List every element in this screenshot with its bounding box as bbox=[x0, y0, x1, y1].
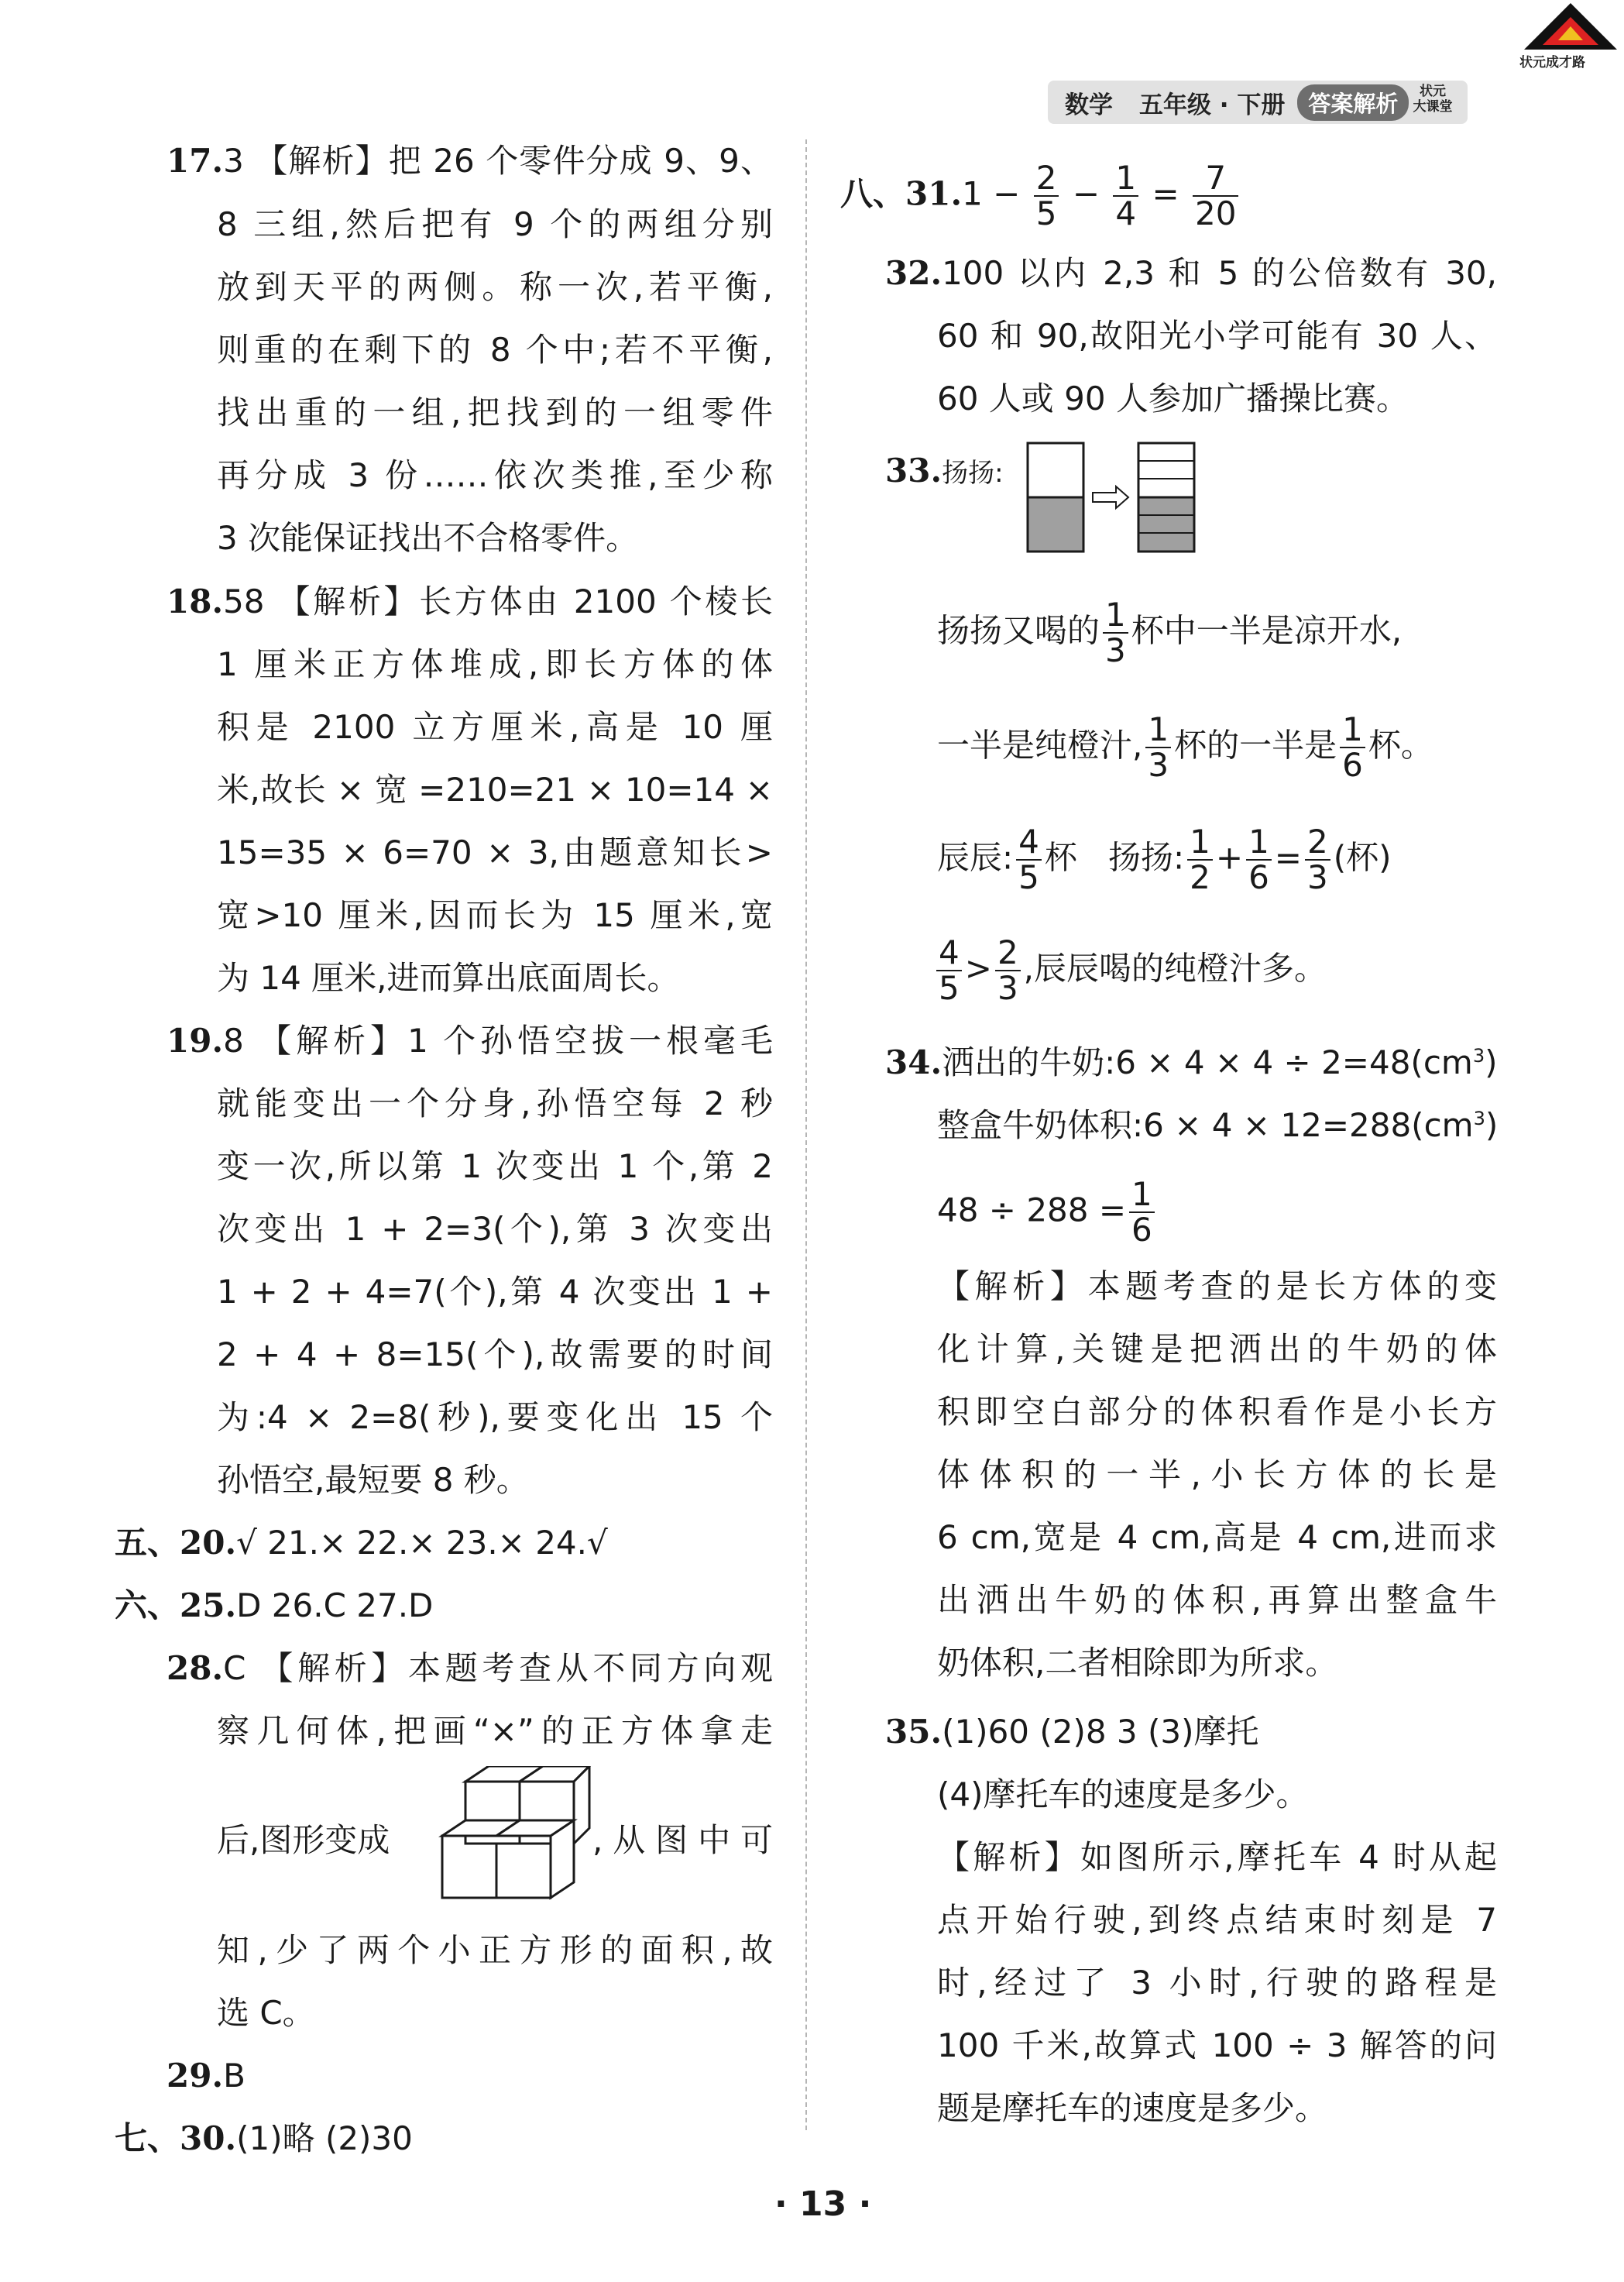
left-text-line: 变一次,所以第 1 次变出 1 个,第 2 bbox=[217, 1147, 773, 1185]
left-text-line: 8 三组,然后把有 9 个的两组分别 bbox=[217, 205, 773, 243]
explanation-line: 奶体积,二者相除即为所求。 bbox=[937, 1644, 1338, 1682]
q33-line-2: 一半是纯橙汁, $\frac{1}{3}$ 杯的一半是 $\frac{1}{6}$ 杯。 bbox=[937, 710, 1433, 785]
left-text-line: 为 14 厘米,进而算出底面周长。 bbox=[217, 959, 680, 997]
left-text-line: 找出重的一组,把找到的一组零件 bbox=[217, 394, 773, 431]
left-text-line: 19.8 【解析】1 个孙悟空拔一根毫毛 bbox=[167, 1022, 773, 1060]
q32-line-2: 60 和 90,故阳光小学可能有 30 人、 bbox=[937, 317, 1497, 355]
left-text-line: 放到天平的两侧。称一次,若平衡, bbox=[217, 268, 773, 306]
fraction: $\frac{2}{5}$ bbox=[1034, 161, 1059, 231]
explanation-line: 100 千米,故算式 100 ÷ 3 解答的问 bbox=[937, 2026, 1497, 2064]
header-grade: 五年级 · 下册 bbox=[1139, 91, 1286, 119]
left-text-line: 就能变出一个分身,孙悟空每 2 秒 bbox=[217, 1084, 773, 1122]
q33-label: 33.扬扬: bbox=[885, 452, 1004, 490]
left-text-line: 知,少了两个小正方形的面积,故 bbox=[217, 1931, 773, 1969]
brand-logo-text: 状元成才路 bbox=[1519, 55, 1585, 70]
explanation-line: 6 cm,宽是 4 cm,高是 4 cm,进而求 bbox=[937, 1518, 1497, 1556]
left-text-line: 后,图形变成 bbox=[217, 1821, 390, 1859]
left-text-line: 15=35 × 6=70 × 3,由题意知长> bbox=[217, 833, 773, 871]
left-text-line: 孙悟空,最短要 8 秒。 bbox=[217, 1461, 529, 1499]
left-text-line: 察几何体,把画“×”的正方体拿走 bbox=[217, 1712, 773, 1750]
fraction: $\frac{7}{20}$ bbox=[1193, 161, 1238, 231]
q33-line-3: 辰辰: $\frac{4}{5}$ 杯 扬扬: $\frac{1}{2}$ + $\frac{1}{6}$ = $\frac{2}{3}$ (杯) bbox=[937, 823, 1392, 897]
q32-line-1: 32.100 以内 2,3 和 5 的公倍数有 30, bbox=[885, 254, 1497, 292]
q35-line-1: 35.(1)60 (2)8 3 (3)摩托 bbox=[885, 1713, 1259, 1751]
explanation-line: 点开始行驶,到终点结束时刻是 7 bbox=[937, 1901, 1497, 1939]
left-text-line: 为:4 × 2=8(秒),要变化出 15 个 bbox=[217, 1398, 773, 1436]
left-text-line: 29.B bbox=[167, 2057, 245, 2095]
q34-line-1: 34.洒出的牛奶:6 × $4 \times 4 \div 2=48(cm^3)$ bbox=[885, 1043, 1498, 1081]
left-text-line: 宽>10 厘米,因而长为 15 厘米,宽 bbox=[217, 896, 773, 934]
page-number: · 13 · bbox=[774, 2184, 872, 2224]
left-text-line: 2 + 4 + 8=15(个),故需要的时间 bbox=[217, 1335, 773, 1373]
left-text-line: 则重的在剩下的 8 个中;若不平衡, bbox=[217, 331, 773, 369]
left-text-line: 七、30.(1)略 (2)30 bbox=[115, 2119, 413, 2157]
left-text-line: 28.C 【解析】本题考查从不同方向观 bbox=[167, 1649, 773, 1687]
q34-line-2: 整盒牛奶体积:6 × $4 \times 12=288(cm^3)$ bbox=[937, 1106, 1499, 1144]
explanation-line: 题是摩托车的速度是多少。 bbox=[937, 2089, 1328, 2127]
header-tag: 答案解析 bbox=[1297, 84, 1409, 121]
explanation-line: 积即空白部分的体积看作是小长方 bbox=[937, 1393, 1497, 1431]
explanation-line: 体体积的一半,小长方体的长是 bbox=[937, 1455, 1497, 1493]
cup-diagram bbox=[1026, 442, 1212, 558]
left-text-line: 积是 2100 立方厘米,高是 10 厘 bbox=[217, 708, 773, 746]
left-text-line: ,从图中可 bbox=[592, 1821, 773, 1859]
q33-line-4: $\frac{4}{5}$ > $\frac{2}{3}$ ,辰辰喝的纯橙汁多。 bbox=[933, 936, 1327, 1005]
left-text-line: 六、25.D 26.C 27.D bbox=[115, 1586, 434, 1624]
fraction: $\frac{1}{4}$ bbox=[1113, 161, 1138, 231]
page-header bbox=[1048, 81, 1468, 124]
explanation-line: 出洒出牛奶的体积,再算出整盒牛 bbox=[937, 1581, 1497, 1619]
q35-line-2: (4)摩托车的速度是多少。 bbox=[937, 1775, 1309, 1813]
left-text-line: 3 次能保证找出不合格零件。 bbox=[217, 519, 639, 557]
explanation-line: 【解析】本题考查的是长方体的变 bbox=[937, 1267, 1497, 1305]
left-text-line: 次变出 1 + 2=3(个),第 3 次变出 bbox=[217, 1210, 773, 1248]
left-text-line: 17.3 【解析】把 26 个零件分成 9、9、 bbox=[167, 142, 773, 180]
explanation-line: 【解析】如图所示,摩托车 4 时从起 bbox=[937, 1838, 1497, 1876]
q33-line-1: 扬扬又喝的 $\frac{1}{3}$ 杯中一半是凉开水, bbox=[937, 596, 1403, 670]
explanation-line: 时,经过了 3 小时,行驶的路程是 bbox=[937, 1964, 1497, 2002]
left-text-line: 再分成 3 份……依次类推,至少称 bbox=[217, 456, 773, 494]
left-text-line: 1 + 2 + 4=7(个),第 4 次变出 1 + bbox=[217, 1273, 773, 1311]
q34-line-3: 48 ÷ 288 = $\frac{1}{6}$ bbox=[937, 1177, 1158, 1247]
q32-line-3: 60 人或 90 人参加广播操比赛。 bbox=[937, 380, 1409, 418]
left-text-line: 选 C。 bbox=[217, 1994, 315, 2032]
column-divider bbox=[805, 139, 807, 2130]
header-subject: 数学 bbox=[1065, 91, 1113, 119]
left-text-line: 米,故长 × 宽 =210=21 × 10=14 × bbox=[217, 771, 773, 809]
explanation-line: 化计算,关键是把洒出的牛奶的体 bbox=[937, 1330, 1497, 1368]
left-text-line: 五、20.√ 21.× 22.× 23.× 24.√ bbox=[115, 1524, 608, 1562]
brand-small: 状元 大课堂 bbox=[1413, 84, 1453, 115]
q31-line: 八、31.1 − $\frac{2}{5}$ − $\frac{1}{4}$ = $\frac{7}{20}$ bbox=[840, 161, 1241, 231]
left-text-line: 18.58 【解析】长方体由 2100 个棱长 bbox=[167, 583, 773, 620]
left-text-line: 1 厘米正方体堆成,即长方体的体 bbox=[217, 645, 773, 683]
cube-figure bbox=[438, 1766, 592, 1906]
